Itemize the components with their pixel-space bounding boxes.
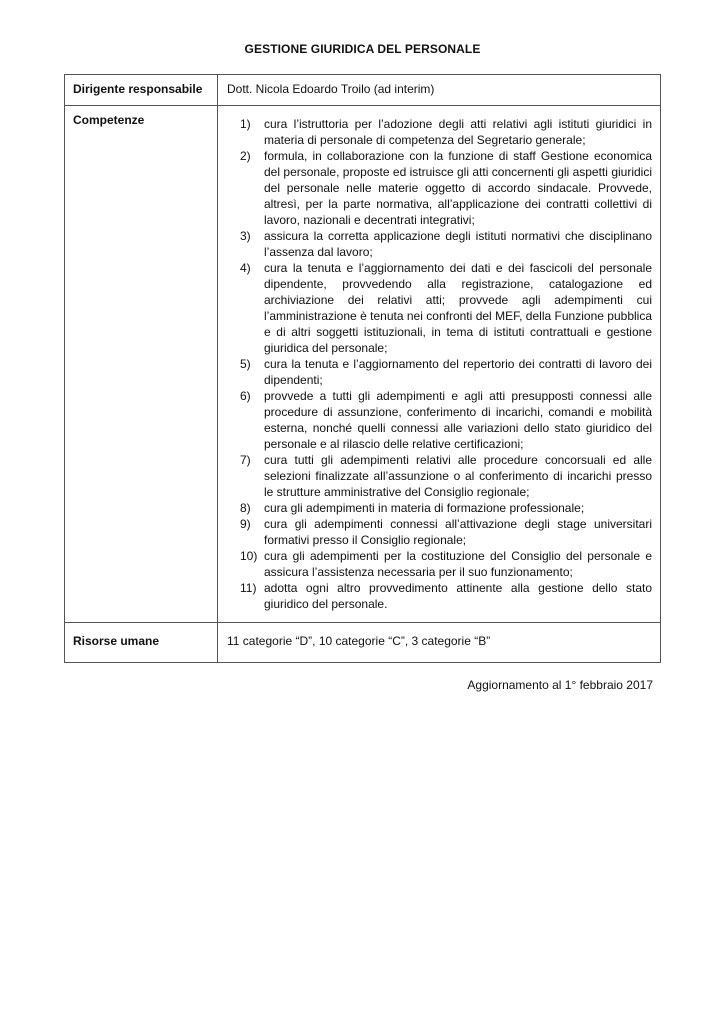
list-item-number: 8): [240, 501, 251, 515]
risorse-label: Risorse umane: [65, 623, 218, 663]
list-item: [227, 228, 652, 260]
list-item-number: 1): [240, 117, 251, 131]
list-item-text: cura la tenuta e l’aggiornamento dei dati e dei fascicoli del personale dipendente, provvedendo alla registrazione, catalogazione ed archiviazione dei relativi atti; provvede agli adempimenti cui l’amministrazione è tenuta nei confronti del MEF, della Funzione pubblica e di altri soggetti istituzionali, in tema di istituti contrattuali e gestione giuridica del personale;: [264, 261, 652, 355]
list-item-text: adotta ogni altro provvedimento attinente alla gestione dello stato giuridico del personale.: [264, 581, 652, 611]
list-item-text: cura la tenuta e l’aggiornamento del repertorio dei contratti di lavoro dei dipendenti;: [264, 357, 652, 387]
list-item-number: 4): [240, 261, 251, 275]
competenze-label: Competenze: [65, 106, 218, 623]
row-risorse: [65, 623, 661, 663]
list-item-number: 2): [240, 149, 251, 163]
risorse-value: 11 categorie “D”, 10 categorie “C”, 3 categorie “B”: [218, 623, 661, 663]
list-item: [227, 516, 652, 548]
list-item: [227, 388, 652, 452]
list-item: [227, 356, 652, 388]
dirigente-value: Dott. Nicola Edoardo Troilo (ad interim): [218, 75, 661, 106]
responsibility-table: [64, 74, 661, 663]
list-item-number: 6): [240, 389, 251, 403]
list-item-text: cura gli adempimenti connessi all’attivazione degli stage universitari formativi presso il Consiglio regionale;: [264, 517, 652, 547]
list-item: [227, 580, 652, 612]
list-item: [227, 548, 652, 580]
list-item-text: formula, in collaborazione con la funzione di staff Gestione economica del personale, proposte ed istruisce gli atti concernenti gli aspetti giuridici del personale nelle materie oggetto di accordo sindacale. Provvede, altresì, per la parte normativa, all’applicazione dei contratti collettivi di lavoro, nazionali e decentrati integrativi;: [264, 149, 652, 227]
list-item-number: 11): [240, 581, 257, 595]
list-item-number: 7): [240, 453, 251, 467]
list-item: [227, 260, 652, 356]
document-title: GESTIONE GIURIDICA DEL PERSONALE: [244, 42, 481, 56]
list-item-number: 3): [240, 229, 251, 243]
list-item-number: 10): [240, 549, 258, 563]
competenze-cell: [218, 106, 661, 623]
list-item-text: cura l’istruttoria per l’adozione degli atti relativi agli istituti giuridici in materia di personale di competenza del Segretario generale;: [264, 117, 652, 147]
list-item: [227, 452, 652, 500]
list-item: [227, 500, 652, 516]
row-dirigente: [65, 75, 661, 106]
list-item-text: cura gli adempimenti in materia di formazione professionale;: [264, 501, 585, 515]
list-item-text: assicura la corretta applicazione degli istituti normativi che disciplinano l’assenza dal lavoro;: [264, 229, 652, 259]
update-date: Aggiornamento al 1° febbraio 2017: [467, 678, 653, 692]
list-item: [227, 148, 652, 228]
row-competenze: [65, 106, 661, 623]
list-item-text: cura tutti gli adempimenti relativi alle procedure concorsuali ed alle selezioni finalizzate all’assunzione o al conferimento di incarichi presso le strutture amministrative del Consiglio regionale;: [264, 453, 652, 499]
list-item: [227, 116, 652, 148]
dirigente-label: Dirigente responsabile: [65, 75, 218, 106]
list-item-number: 5): [240, 357, 251, 371]
competenze-list: [227, 112, 652, 612]
list-item-text: provvede a tutti gli adempimenti e agli atti presupposti connessi alle procedure di assunzione, conferimento di incarichi, comandi e mobilità esterna, nonché quelli connessi alle variazioni dello stato giuridico del personale e al rilascio delle relative certificazioni;: [264, 389, 652, 451]
list-item-number: 9): [240, 517, 251, 531]
list-item-text: cura gli adempimenti per la costituzione del Consiglio del personale e assicura l’assistenza necessaria per il suo funzionamento;: [264, 549, 652, 579]
